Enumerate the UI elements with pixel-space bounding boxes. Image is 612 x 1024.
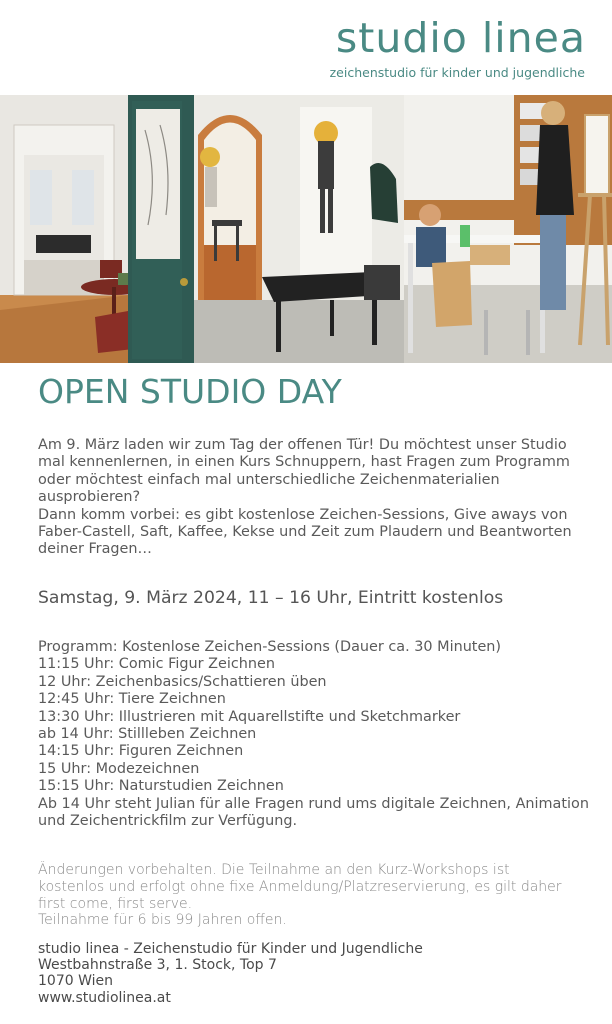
program-item: 11:15 Uhr: Comic Figur Zeichnen <box>38 656 275 673</box>
logo-text: studio linea <box>335 14 586 62</box>
footer-name: studio linea - Zeichenstudio für Kinder und Jugendliche <box>38 941 423 957</box>
contact-footer <box>38 941 578 1006</box>
program-heading: Programm: Kostenlose Zeichen-Sessions (Dauer ca. 30 Minuten) <box>38 639 502 655</box>
program-item: 12:45 Uhr: Tiere Zeichnen <box>38 691 226 708</box>
page-title: OPEN STUDIO DAY <box>38 372 342 411</box>
notice-paragraph: Änderungen vorbehalten. Die Teilnahme an den Kurz-Workshops ist kostenlos und erfolgt ohne fixe Anmeldung/Platzreservierung, es gilt daher first come, first serve. <box>38 862 562 912</box>
program-item: 13:30 Uhr: Illustrieren mit Aquarellstifte und Sketchmarker <box>38 708 461 725</box>
footer-street: Westbahnstraße 3, 1. Stock, Top 7 <box>38 957 277 974</box>
photo-door <box>128 95 194 363</box>
photo-arch-room <box>194 95 404 363</box>
studio-photo-collage <box>0 95 612 363</box>
footer-city: 1070 Wien <box>38 973 113 990</box>
intro-text <box>38 437 578 559</box>
intro-paragraph: Dann komm vorbei: es gibt kostenlose Zeichen-Sessions, Give aways von Faber-Castell, Saft, Kaffee, Kekse und Zeit zum Plaudern und Beantworten deiner Fragen… <box>38 506 572 558</box>
program-item: 15 Uhr: Modezeichnen <box>38 760 200 777</box>
program-item: ab 14 Uhr: Stillleben Zeichnen <box>38 726 257 743</box>
photo-workshop <box>404 95 612 363</box>
program-closing: Ab 14 Uhr steht Julian für alle Fragen rund ums digitale Zeichnen, Animation und Zeichentrickfilm zur Verfügung. <box>38 795 589 830</box>
tagline: zeichenstudio für kinder und jugendliche <box>329 65 585 80</box>
header <box>0 0 612 95</box>
notice-text <box>38 862 578 929</box>
program-item: 14:15 Uhr: Figuren Zeichnen <box>38 743 244 760</box>
age-notice: Teilnahme für 6 bis 99 Jahren offen. <box>38 912 287 929</box>
website-link[interactable]: www.studiolinea.at <box>38 989 171 1006</box>
program-item: 12 Uhr: Zeichenbasics/Schattieren üben <box>38 673 327 690</box>
event-date: Samstag, 9. März 2024, 11 – 16 Uhr, Eintritt kostenlos <box>38 588 504 608</box>
program-list <box>38 639 598 830</box>
program-item: 15:15 Uhr: Naturstudien Zeichnen <box>38 778 284 795</box>
intro-paragraph: Am 9. März laden wir zum Tag der offenen Tür! Du möchtest unser Studio mal kennenlernen, in einen Kurs Schnuppern, hast Fragen zum Programm oder möchtest einfach mal unterschiedliche Zeichenmaterialien ausprobieren? <box>38 437 570 506</box>
